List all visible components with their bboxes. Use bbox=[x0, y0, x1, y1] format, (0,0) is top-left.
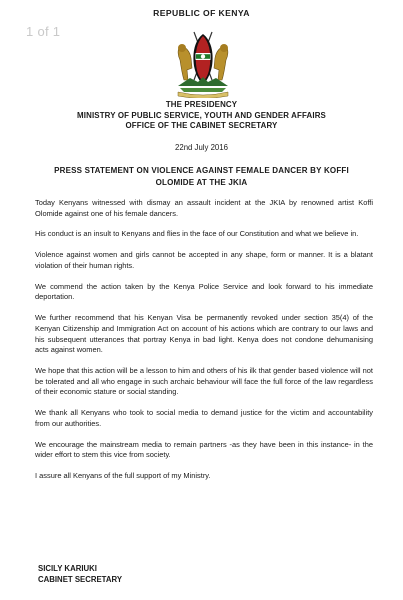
statement-date: 22nd July 2016 bbox=[175, 143, 228, 152]
paragraph: I assure all Kenyans of the full support of my Ministry. bbox=[35, 471, 211, 481]
issuing-office bbox=[0, 100, 403, 132]
signature-block bbox=[38, 563, 122, 585]
paragraph: We thank all Kenyans who took to social media to demand justice for the victim and accountability from our authorities. bbox=[35, 408, 373, 428]
country-heading: REPUBLIC OF KENYA bbox=[153, 8, 250, 18]
office-cabinet-secretary: OFFICE OF THE CABINET SECRETARY bbox=[125, 121, 278, 130]
signatory-role: CABINET SECRETARY bbox=[38, 575, 123, 584]
paragraph: We hope that this action will be a lesson to him and others of his ilk that gender based violence will not be tolerated and all who engage in such archaic behaviour will face the full force of the law regardless of their economic stature or social standing. bbox=[35, 366, 373, 397]
paragraph: We encourage the mainstream media to remain partners -as they have been in this instance- in the wider effort to stem this vice from society. bbox=[35, 439, 373, 460]
paragraph: His conduct is an insult to Kenyans and flies in the face of our Constitution and what we believe in. bbox=[35, 229, 359, 239]
paragraph: We commend the action taken by the Kenya Police Service and look forward to his immediate deportation. bbox=[35, 281, 373, 302]
paragraph: We further recommend that his Kenyan Visa be permanently revoked under section 35(4) of the Kenyan Citizenship and Immigration Act on account of his actions which are contrary to our laws and his subsequent utterances that portray Kenya in bad light. Kenya does not condone dehumanising acts against women. bbox=[35, 313, 373, 355]
statement-title: PRESS STATEMENT ON VIOLENCE AGAINST FEMALE DANCER BY KOFFI OLOMIDE AT THE JKIA bbox=[54, 166, 349, 187]
statement-body bbox=[35, 198, 373, 492]
page-indicator: 1 of 1 bbox=[26, 24, 61, 39]
office-presidency: THE PRESIDENCY bbox=[165, 100, 238, 109]
office-ministry: MINISTRY OF PUBLIC SERVICE, YOUTH AND GENDER AFFAIRS bbox=[77, 110, 326, 120]
signatory-name: SICILY KARIUKI bbox=[38, 564, 97, 573]
kenya-coat-of-arms-icon bbox=[172, 22, 234, 98]
paragraph: Today Kenyans witnessed with dismay an assault incident at the JKIA by renowned artist Koffi Olomide against one of his female dancers. bbox=[35, 198, 373, 218]
paragraph: Violence against women and girls cannot be accepted in any shape, form or manner. It is a blatant violation of their human rights. bbox=[35, 250, 373, 270]
